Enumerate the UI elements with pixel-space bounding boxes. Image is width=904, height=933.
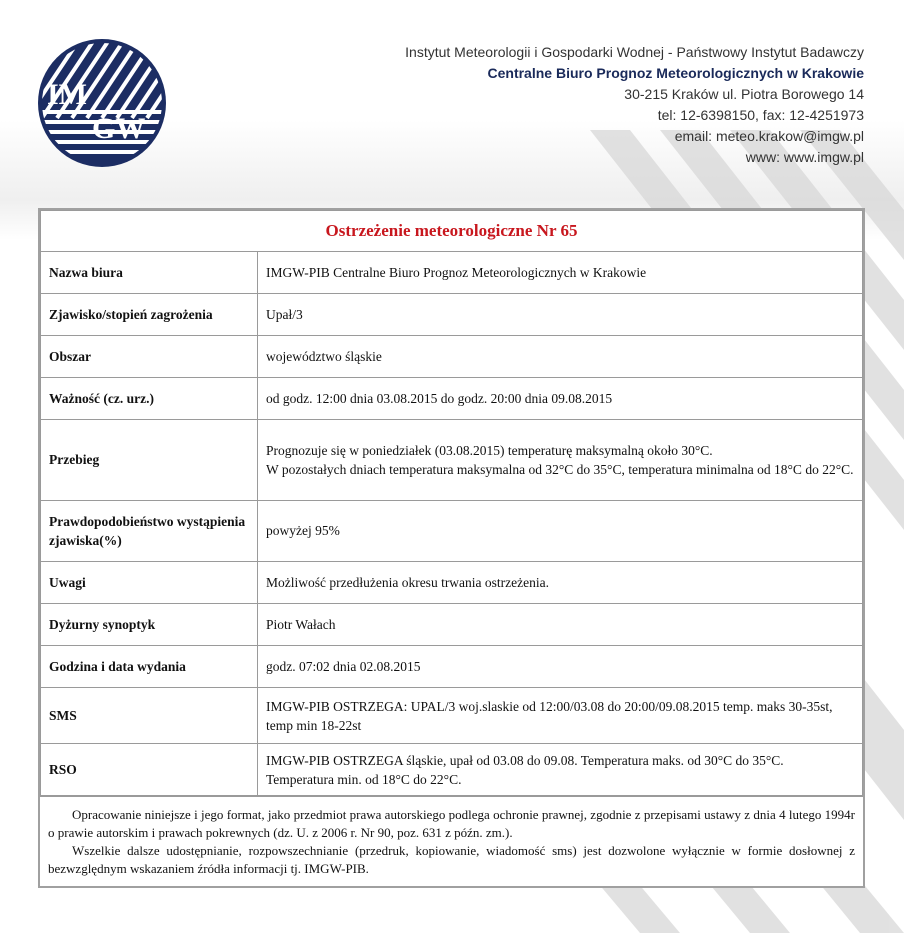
- table-row: [41, 744, 863, 796]
- table-row: [41, 562, 863, 604]
- table-row: [41, 252, 863, 294]
- table-row: [41, 378, 863, 420]
- row-value: Upał/3: [258, 294, 863, 336]
- table-row: [41, 688, 863, 744]
- row-value: godz. 07:02 dnia 02.08.2015: [258, 646, 863, 688]
- row-value: Możliwość przedłużenia okresu trwania ostrzeżenia.: [258, 562, 863, 604]
- row-label: Nazwa biura: [41, 252, 258, 294]
- row-label: Obszar: [41, 336, 258, 378]
- row-value: IMGW-PIB OSTRZEGA śląskie, upał od 03.08 do 09.08. Temperatura maks. od 30°C do 35°C. Temperatura min. od 18°C do 22°C.: [258, 744, 863, 796]
- redistribution-paragraph: Wszelkie dalsze udostępnianie, rozpowszechnianie (przedruk, kopiowanie, wiadomość sms) jest dozwolone wyłącznie w formie dosłownej z bezwzględnym wskazaniem źródła informacji tj. IMGW-PIB.: [48, 843, 855, 876]
- row-value: Piotr Wałach: [258, 604, 863, 646]
- website: www: www.imgw.pl: [745, 149, 864, 165]
- row-value: IMGW-PIB Centralne Biuro Prognoz Meteorologicznych w Krakowie: [258, 252, 863, 294]
- table-row: [41, 604, 863, 646]
- title-row: [41, 211, 863, 252]
- warning-document: [38, 208, 865, 888]
- row-label: Uwagi: [41, 562, 258, 604]
- row-value: IMGW-PIB OSTRZEGA: UPAL/3 woj.slaskie od 12:00/03.08 do 20:00/09.08.2015 temp. maks 30-35st, temp min 18-22st: [258, 688, 863, 744]
- row-value: powyżej 95%: [258, 501, 863, 562]
- institute-header: [405, 42, 864, 168]
- row-label: Godzina i data wydania: [41, 646, 258, 688]
- institute-name: Instytut Meteorologii i Gospodarki Wodnej - Państwowy Instytut Badawczy: [405, 44, 864, 60]
- bureau-name: Centralne Biuro Prognoz Meteorologicznych w Krakowie: [487, 65, 864, 81]
- row-label: Prawdopodobieństwo wystąpienia zjawiska(%): [41, 501, 258, 562]
- copyright-notice: [40, 796, 863, 886]
- table-row: [41, 501, 863, 562]
- row-label: Zjawisko/stopień zagrożenia: [41, 294, 258, 336]
- warning-title: Ostrzeżenie meteorologiczne Nr 65: [41, 211, 863, 252]
- svg-text:IM: IM: [47, 78, 87, 111]
- table-row: [41, 336, 863, 378]
- phone-fax: tel: 12-6398150, fax: 12-4251973: [657, 107, 864, 123]
- row-label: Dyżurny synoptyk: [41, 604, 258, 646]
- email: email: meteo.krakow@imgw.pl: [674, 128, 864, 144]
- row-label: SMS: [41, 688, 258, 744]
- address: 30-215 Kraków ul. Piotra Borowego 14: [624, 86, 864, 102]
- table-row: [41, 294, 863, 336]
- imgw-logo: [37, 38, 167, 168]
- table-row: [41, 646, 863, 688]
- row-label: Przebieg: [41, 420, 258, 501]
- warning-table: [40, 210, 863, 796]
- row-value: Prognozuje się w poniedziałek (03.08.2015) temperaturę maksymalną około 30°C. W pozostałych dniach temperatura maksymalna od 32°C do 35°C, temperatura minimalna od 18°C do 22°C.: [258, 420, 863, 501]
- row-label: RSO: [41, 744, 258, 796]
- svg-text:GW: GW: [92, 112, 146, 145]
- copyright-paragraph: Opracowanie niniejsze i jego format, jako przedmiot prawa autorskiego podlega ochronie prawnej, zgodnie z przepisami ustawy z dnia 4 lutego 1994r o prawie autorskim i prawach pokrewnych (dz. U. z 2006 r. Nr 90, poz. 631 z późn. zm.).: [48, 807, 855, 840]
- row-value: od godz. 12:00 dnia 03.08.2015 do godz. 20:00 dnia 09.08.2015: [258, 378, 863, 420]
- table-row: [41, 420, 863, 501]
- row-label: Ważność (cz. urz.): [41, 378, 258, 420]
- row-value: województwo śląskie: [258, 336, 863, 378]
